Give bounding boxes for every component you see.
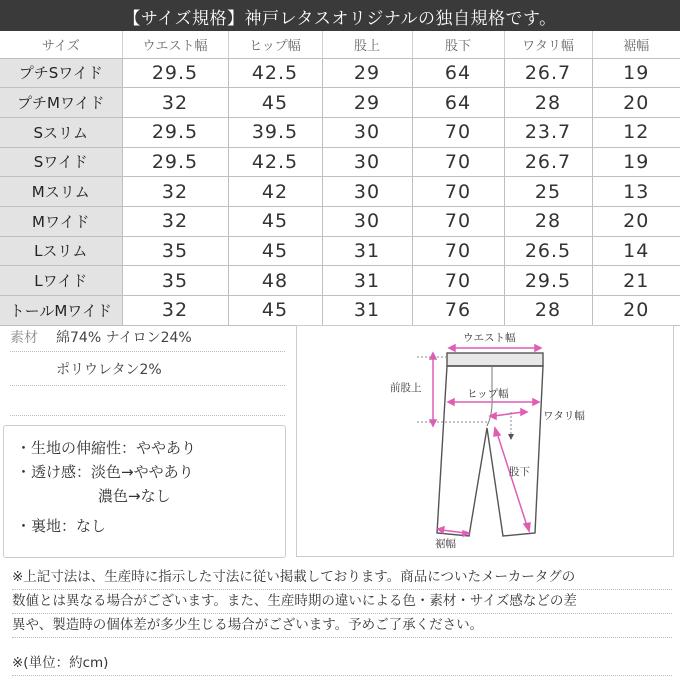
table-cell: 20 xyxy=(592,296,680,326)
table-cell: 31 xyxy=(322,296,412,326)
table-cell: 70 xyxy=(412,266,504,296)
material-label: 素材 xyxy=(10,329,38,346)
table-row xyxy=(0,58,680,88)
row-size-label: Lスリム xyxy=(0,236,122,266)
col-header-thigh: ワタリ幅 xyxy=(504,31,592,58)
material-line-1: 綿74% ナイロン24% xyxy=(56,329,192,346)
table-row xyxy=(0,266,680,296)
table-row xyxy=(0,236,680,266)
material-section xyxy=(10,322,285,416)
table-cell: 19 xyxy=(592,147,680,177)
table-cell: 35 xyxy=(122,236,228,266)
diagram-label-hip: ヒップ幅 xyxy=(467,388,509,400)
pants-outline-drawing xyxy=(297,326,675,558)
table-cell: 26.7 xyxy=(504,58,592,88)
table-cell: 42.5 xyxy=(228,58,322,88)
table-cell: 25 xyxy=(504,177,592,207)
unit-note: ※(単位：約cm) xyxy=(12,652,672,676)
row-size-label: トールMワイド xyxy=(0,296,122,326)
table-cell: 26.7 xyxy=(504,147,592,177)
table-cell: 70 xyxy=(412,147,504,177)
table-cell: 26.5 xyxy=(504,236,592,266)
page-title: 【サイズ規格】神戸レタスオリジナルの独自規格です。 xyxy=(0,0,680,32)
table-cell: 70 xyxy=(412,117,504,147)
col-header-hem: 裾幅 xyxy=(592,31,680,58)
note-line-2: 数値とは異なる場合がございます。また、生産時期の違いによる色・素材・サイズ感などの差 xyxy=(12,590,672,614)
size-table xyxy=(0,31,680,326)
table-row xyxy=(0,206,680,236)
table-cell: 70 xyxy=(412,236,504,266)
table-cell: 13 xyxy=(592,177,680,207)
row-size-label: Mワイド xyxy=(0,206,122,236)
table-cell: 29.5 xyxy=(122,147,228,177)
material-line-2: ポリウレタン2% xyxy=(56,361,162,378)
diagram-label-hem: 裾幅 xyxy=(435,538,456,550)
pants-diagram xyxy=(296,325,674,557)
table-cell: 20 xyxy=(592,88,680,118)
table-cell: 64 xyxy=(412,88,504,118)
table-cell: 21 xyxy=(592,266,680,296)
sheer-dark-property: 濃色→なし xyxy=(98,487,171,505)
diagram-label-thigh: ワタリ幅 xyxy=(543,410,585,422)
table-cell: 23.7 xyxy=(504,117,592,147)
table-cell: 29.5 xyxy=(122,58,228,88)
diagram-label-inseam: 股下 xyxy=(509,466,530,478)
table-cell: 28 xyxy=(504,206,592,236)
table-row xyxy=(0,177,680,207)
table-cell: 20 xyxy=(592,206,680,236)
table-cell: 29.5 xyxy=(122,117,228,147)
diagram-label-rise: 前股上 xyxy=(390,382,422,394)
notes-section xyxy=(12,566,672,676)
table-row xyxy=(0,88,680,118)
table-cell: 32 xyxy=(122,88,228,118)
col-header-inseam: 股下 xyxy=(412,31,504,58)
table-cell: 70 xyxy=(412,177,504,207)
row-size-label: Sスリム xyxy=(0,117,122,147)
table-cell: 45 xyxy=(228,206,322,236)
table-cell: 48 xyxy=(228,266,322,296)
table-cell: 14 xyxy=(592,236,680,266)
stretch-property: ・生地の伸縮性：ややあり xyxy=(16,439,197,457)
table-cell: 31 xyxy=(322,266,412,296)
table-cell: 70 xyxy=(412,206,504,236)
row-size-label: プチMワイド xyxy=(0,88,122,118)
table-cell: 28 xyxy=(504,296,592,326)
table-cell: 30 xyxy=(322,147,412,177)
sheer-property: ・透け感：淡色→ややあり xyxy=(16,463,194,481)
table-cell: 32 xyxy=(122,206,228,236)
table-cell: 42 xyxy=(228,177,322,207)
table-cell: 45 xyxy=(228,88,322,118)
fabric-properties-box xyxy=(3,425,286,558)
row-size-label: Lワイド xyxy=(0,266,122,296)
table-cell: 31 xyxy=(322,236,412,266)
table-cell: 42.5 xyxy=(228,147,322,177)
table-cell: 32 xyxy=(122,296,228,326)
row-size-label: Mスリム xyxy=(0,177,122,207)
table-cell: 76 xyxy=(412,296,504,326)
table-cell: 29 xyxy=(322,58,412,88)
table-cell: 45 xyxy=(228,236,322,266)
col-header-waist: ウエスト幅 xyxy=(122,31,228,58)
table-header-row xyxy=(0,31,680,58)
table-row xyxy=(0,147,680,177)
note-line-1: ※上記寸法は、生産時に指示した寸法に従い掲載しております。商品についたメーカータグの xyxy=(12,566,672,590)
table-cell: 12 xyxy=(592,117,680,147)
lining-property: ・裏地：なし xyxy=(16,517,107,535)
note-line-3: 異や、製造時の個体差が多少生じる場合がございます。予めご了承ください。 xyxy=(12,614,672,638)
table-cell: 45 xyxy=(228,296,322,326)
table-cell: 30 xyxy=(322,117,412,147)
table-cell: 32 xyxy=(122,177,228,207)
table-row xyxy=(0,117,680,147)
table-cell: 29.5 xyxy=(504,266,592,296)
col-header-hip: ヒップ幅 xyxy=(228,31,322,58)
table-cell: 19 xyxy=(592,58,680,88)
table-cell: 39.5 xyxy=(228,117,322,147)
table-cell: 29 xyxy=(322,88,412,118)
row-size-label: Sワイド xyxy=(0,147,122,177)
table-row xyxy=(0,296,680,326)
table-cell: 35 xyxy=(122,266,228,296)
table-cell: 28 xyxy=(504,88,592,118)
table-cell: 64 xyxy=(412,58,504,88)
diagram-label-waist: ウエスト幅 xyxy=(463,332,516,344)
table-cell: 30 xyxy=(322,177,412,207)
col-header-size: サイズ xyxy=(0,31,122,58)
col-header-rise: 股上 xyxy=(322,31,412,58)
table-cell: 30 xyxy=(322,206,412,236)
divider xyxy=(10,386,285,416)
row-size-label: プチSワイド xyxy=(0,58,122,88)
